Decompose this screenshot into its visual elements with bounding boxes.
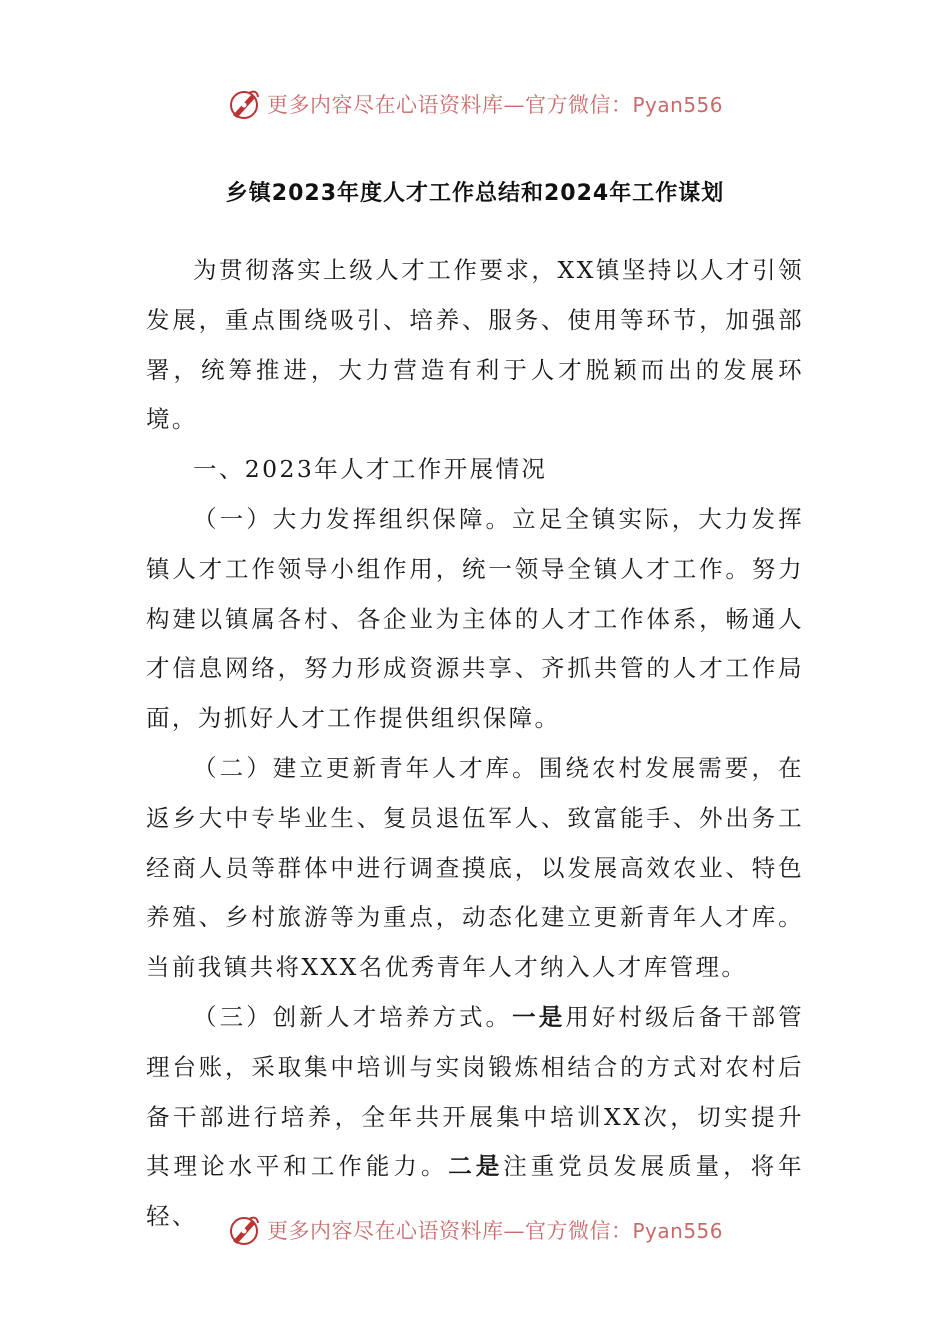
watermark-text-cn: 更多内容尽在心语资料库—官方微信： [266, 93, 633, 117]
watermark-header [0, 82, 950, 126]
document-body [146, 246, 804, 1242]
section-heading: 一、2023年人才工作开展情况 [193, 455, 548, 484]
emphasis-first: 一是 [512, 1002, 566, 1031]
document-title: 乡镇2023年度人才工作总结和2024年工作谋划 [225, 181, 725, 206]
watermark-wechat-id: Pyan556 [632, 93, 723, 117]
watermark-text [267, 1215, 723, 1245]
pen-nib-circle-icon [227, 87, 261, 121]
paragraph-3-lead: （三）创新人才培养方式。 [193, 1002, 513, 1031]
watermark-wechat-id: Pyan556 [632, 1219, 723, 1243]
watermark-text-cn: 更多内容尽在心语资料库—官方微信： [266, 1219, 633, 1243]
watermark-footer [0, 1208, 950, 1252]
emphasis-second: 二是 [448, 1152, 504, 1181]
pen-nib-circle-icon [227, 1213, 261, 1247]
paragraph-1: （一）大力发挥组织保障。立足全镇实际，大力发挥镇人才工作领导小组作用，统一领导全镇人才工作。努力构建以镇属各村、各企业为主体的人才工作体系，畅通人才信息网络，努力形成资源共享、齐抓共管的人才工作局面，为抓好人才工作提供组织保障。 [146, 504, 804, 733]
paragraph-3-body: 用好村级后备干部管理台账，采取集中培训与实岗锻炼相结合的方式对农村后备干部进行培养，全年共开展集中培训XX次，切实提升其理论水平和工作能力。 [146, 1002, 804, 1181]
paragraph-3 [146, 993, 804, 1242]
paragraph-2: （二）建立更新青年人才库。围绕农村发展需要，在返乡大中专毕业生、复员退伍军人、致富能手、外出务工经商人员等群体中进行调查摸底，以发展高效农业、特色养殖、乡村旅游等为重点，动态化建立更新青年人才库。当前我镇共将XXX名优秀青年人才纳入人才库管理。 [146, 753, 804, 982]
paragraph-intro: 为贯彻落实上级人才工作要求，XX镇坚持以人才引领发展，重点围绕吸引、培养、服务、使用等环节，加强部署，统筹推进，大力营造有利于人才脱颖而出的发展环境。 [146, 256, 804, 434]
paragraph-3-tail: 注重党员发展质量，将年轻、 [146, 1152, 804, 1231]
watermark-text [267, 89, 723, 119]
